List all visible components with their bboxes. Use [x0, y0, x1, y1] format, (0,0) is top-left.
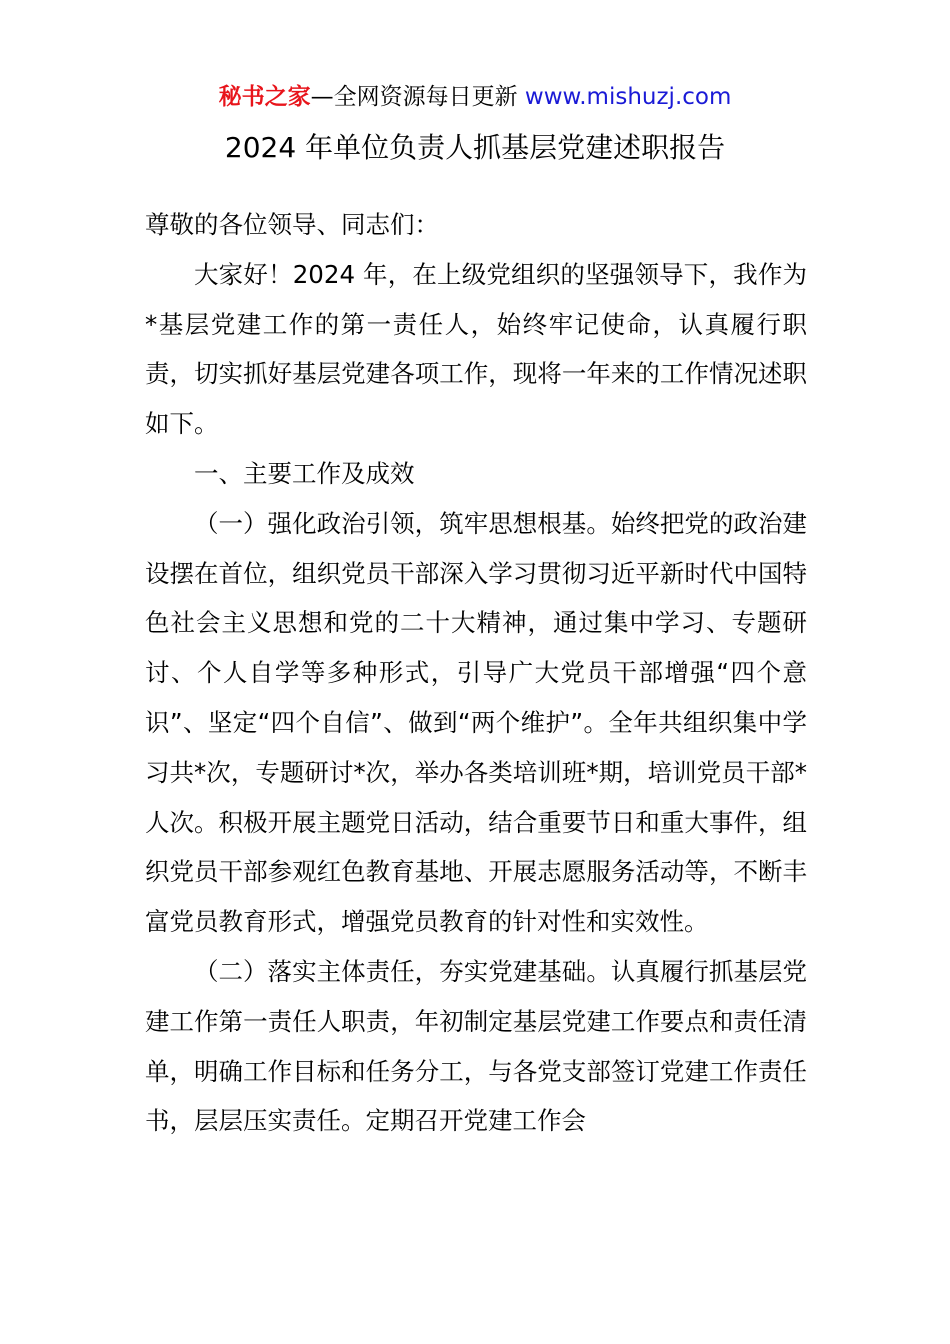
section-heading: 一、主要工作及成效	[194, 458, 415, 488]
paragraph-main-responsibility: （二）落实主体责任，夯实党建基础。认真履行抓基层党建工作第一责任人职责，年初制定基层党建工作要点和责任清单，明确工作目标和任务分工，与各党支部签订党建工作责任书，层层压实责任。定期召开党建工作会	[145, 956, 807, 1136]
paragraph-intro: 大家好！2024 年，在上级党组织的坚强领导下，我作为*基层党建工作的第一责任人，始终牢记使命，认真履行职责，切实抓好基层党建各项工作，现将一年来的工作情况述职如下。	[145, 259, 807, 439]
brand-name: 秘书之家	[218, 84, 311, 110]
site-url-link[interactable]: www.mishuzj.com	[524, 84, 732, 110]
document-title: 2024 年单位负责人抓基层党建述职报告	[224, 131, 726, 164]
salutation: 尊敬的各位领导、同志们：	[145, 210, 439, 239]
site-header	[0, 80, 950, 114]
paragraph-political-guidance: （一）强化政治引领，筑牢思想根基。始终把党的政治建设摆在首位，组织党员干部深入学习贯彻习近平新时代中国特色社会主义思想和党的二十大精神，通过集中学习、专题研讨、个人自学等多种形式，引导广大党员干部增强“四个意识”、坚定“四个自信”、做到“两个维护”。全年共组织集中学习共*次，专题研讨*次，举办各类培训班*期，培训党员干部*人次。积极开展主题党日活动，结合重要节日和重大事件，组织党员干部参观红色教育基地、开展志愿服务活动等，不断丰富党员教育形式，增强党员教育的针对性和实效性。	[145, 508, 807, 937]
header-tagline: —全网资源每日更新	[310, 84, 518, 110]
document-body	[145, 200, 807, 1146]
